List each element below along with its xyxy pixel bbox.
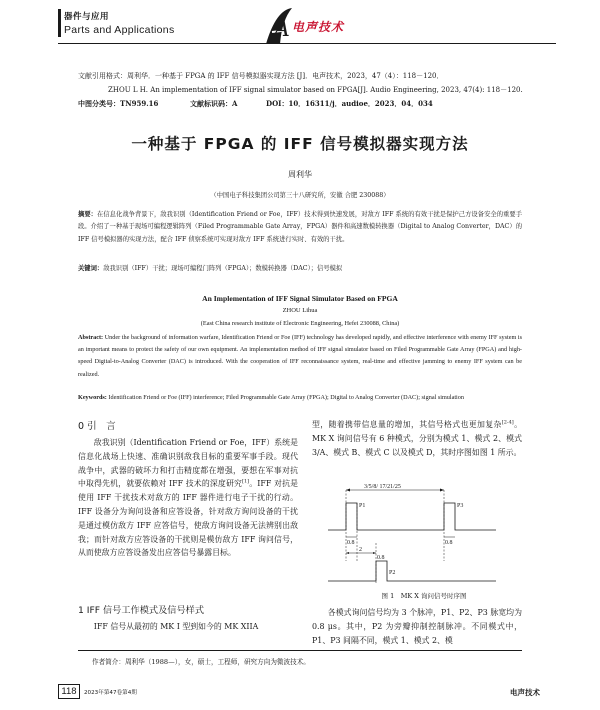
english-keywords xyxy=(78,392,522,404)
issue-info: 2023年第47卷第4期 xyxy=(84,690,137,696)
header-section-cn: 器件与应用 xyxy=(64,12,110,22)
header-accent-bar xyxy=(58,9,61,37)
figure-1-timing-diagram xyxy=(324,483,500,589)
citation-doi: DOI：10．16311/j．audioe．2023．04．034 xyxy=(266,99,433,108)
s1-p1-text: IFF 信号从最初的 MK I 型到如今的 MK XIIA xyxy=(93,622,259,631)
paper-author: 周利华 xyxy=(288,170,312,179)
section-1-paragraph xyxy=(78,620,298,634)
english-keywords-text: Identification Friend or Foe (IFF) interference; Filed Programmable Gate Array (FPGA); Digital to Analog Converter (DAC); signal simulation xyxy=(108,394,464,401)
right-column-text-bottom xyxy=(312,606,522,647)
citation-en: ZHOU L H. An implementation of IFF signal simulator based on FPGA[J]. Audio Engineering, 2023, 47(4): 118－120. xyxy=(108,86,523,94)
english-abstract-text: Under the background of information warfare, Identification Friend or Foe (IFF) technology has developed rapidly, and effective interference with enemy IFF system is an important means to protect the safety of our own equipment. An implementation method of IFF signal simulator based on Filed Programmable Gate Array (FPGA) and high-speed Digital-to-Analog Converter (DAC) is introduced. With the cooperation of IFF reconnaissance system, real-time and effective jamming to enemy IFF system can be realized. xyxy=(78,334,522,378)
english-abstract xyxy=(78,332,522,381)
keywords-cn-text: 敌我识别（IFF）干扰；现场可编程门阵列（FPGA）；数模转换器（DAC）；信号模拟 xyxy=(103,265,343,272)
section-0-heading: 0 引 言 xyxy=(78,421,116,432)
footer-journal-name: 电声技术 xyxy=(510,688,540,697)
p2-arrow-left xyxy=(346,552,349,554)
abstract-cn-label: 摘要： xyxy=(78,211,97,218)
english-abstract-label: Abstract: xyxy=(78,334,104,341)
english-author: ZHOU Lihua xyxy=(282,307,318,314)
journal-logo-letter: A xyxy=(274,17,290,42)
figure-1-caption: 图 1 MK X 询问信号时序图 xyxy=(381,592,467,600)
p2-label: P2 xyxy=(389,570,396,576)
english-keywords-label: Keywords: xyxy=(78,394,107,401)
header-section-en: Parts and Applications xyxy=(64,24,175,36)
paper-title: 一种基于 FPGA 的 IFF 信号模拟器实现方法 xyxy=(131,135,469,153)
arrow-head-left xyxy=(346,489,350,492)
p3-width-label: 0.8 xyxy=(445,540,453,546)
p1-width-label: 0.8 xyxy=(347,540,355,546)
abstract-cn-text: 在信息化战争背景下，敌我识别（Identification Friend or Foe，IFF）技术得到快速发展，对敌方 IFF 系统的有效干扰是保护己方设备安全的重要手段。介绍了一种基于现场可编程逻辑阵列（Filed Programmable Gate Array，FPGA）器件和高速数模转换器（Digital to Analog Converter，DAC）的 IFF 信号模拟器的实现方法，配合 IFF 侦察系统可实现对敌方 IFF 系统进行实时、有效的干扰。 xyxy=(78,211,523,243)
citation-cn: 文献引用格式：周利华．一种基于 FPGA 的 IFF 信号模拟器实现方法 [J]．电声技术，2023，47（4）：118－120． xyxy=(78,72,444,80)
abstract-cn xyxy=(78,209,522,246)
p2-width-label: 0.8 xyxy=(377,555,385,561)
right-paragraph-1 xyxy=(312,418,522,459)
keywords-cn-label: 关键词： xyxy=(78,265,104,272)
paper-affiliation: （中国电子科技集团公司第三十八研究所，安徽 合肥 230088） xyxy=(210,192,390,199)
citation-clc: 中图分类号：TN959.16 xyxy=(78,99,159,108)
section-0-paragraph xyxy=(78,436,298,560)
right-column-text-top xyxy=(312,418,522,459)
p1-p2-spacing-label: 2 xyxy=(359,547,362,553)
header-rule xyxy=(58,43,556,44)
footnote-rule xyxy=(78,650,522,651)
citation-doc-code: 文献标识码：A xyxy=(190,99,238,108)
journal-logo-text: 电声技术 xyxy=(292,20,345,34)
keywords-cn xyxy=(78,263,522,275)
section-1-heading: 1 IFF 信号工作模式及信号样式 xyxy=(78,605,205,616)
spacing-label: 3/5/8/ 17/21/25 xyxy=(364,484,401,490)
s0-p1-ref: [1] xyxy=(242,478,250,485)
p2-arrow-right xyxy=(373,552,376,554)
right-paragraph-2: 各模式询问信号均为 3 个脉冲，P1、P2、P3 脉宽均为 0.8 μs。其中，P2 为旁瓣抑制控制脉冲。不同模式中，P1、P3 间隔不同，模式 1、模式 2、模 xyxy=(312,608,522,645)
upper-trace xyxy=(328,503,496,530)
page-number: 118 xyxy=(58,684,80,699)
english-affiliation: (East China research institute of Electronic Engineering, Hefei 230088, China) xyxy=(200,320,400,327)
p3-label: P3 xyxy=(457,503,464,509)
english-title: An Implementation of IFF Signal Simulator Based on FPGA xyxy=(202,294,398,303)
rp1-end: 。MK X 询问信号有 6 种模式，分别为模式 1、模式 2、模式 3/A、模式 B、模式 C 以及模式 D，其时序图如图 1 所示。 xyxy=(312,420,522,457)
s0-p1-end: 。IFF 对抗是使用 IFF 干扰技术对敌方的 IFF 器件进行电子干扰的行动。IFF 设备分为询问设备和应答设备，针对敌方询问设备的干扰是通过模仿敌方 IFF 应答信号，使敌方询问设备无法辨别出敌我；而针对敌方应答设备的干扰则是模仿敌方 IFF 询问信号，从而使敌方应答设备发出应答信号暴露目标。 xyxy=(78,479,298,558)
rp1-ref: [2-4] xyxy=(501,419,514,426)
lower-trace xyxy=(328,561,496,581)
author-footnote: 作者简介：周利华（1988—），女，硕士，工程师，研究方向为微波技术。 xyxy=(92,658,310,666)
left-column-text xyxy=(78,436,298,560)
s0-p1-text: 敌我识别（Identification Friend or Foe，IFF）系统是信息化战场上快速、准确识别敌我目标的重要军事手段。现代战争中，武器的破坏力和打击精度都在增强，要想在军事对抗中取得先机，就要依赖对 IFF 技术的深度研究 xyxy=(78,438,298,489)
arrow-head-right xyxy=(440,489,444,492)
rp1-text: 型，随着携带信息量的增加，其信号格式也更加复杂 xyxy=(312,420,502,429)
p1-label: P1 xyxy=(359,503,366,509)
